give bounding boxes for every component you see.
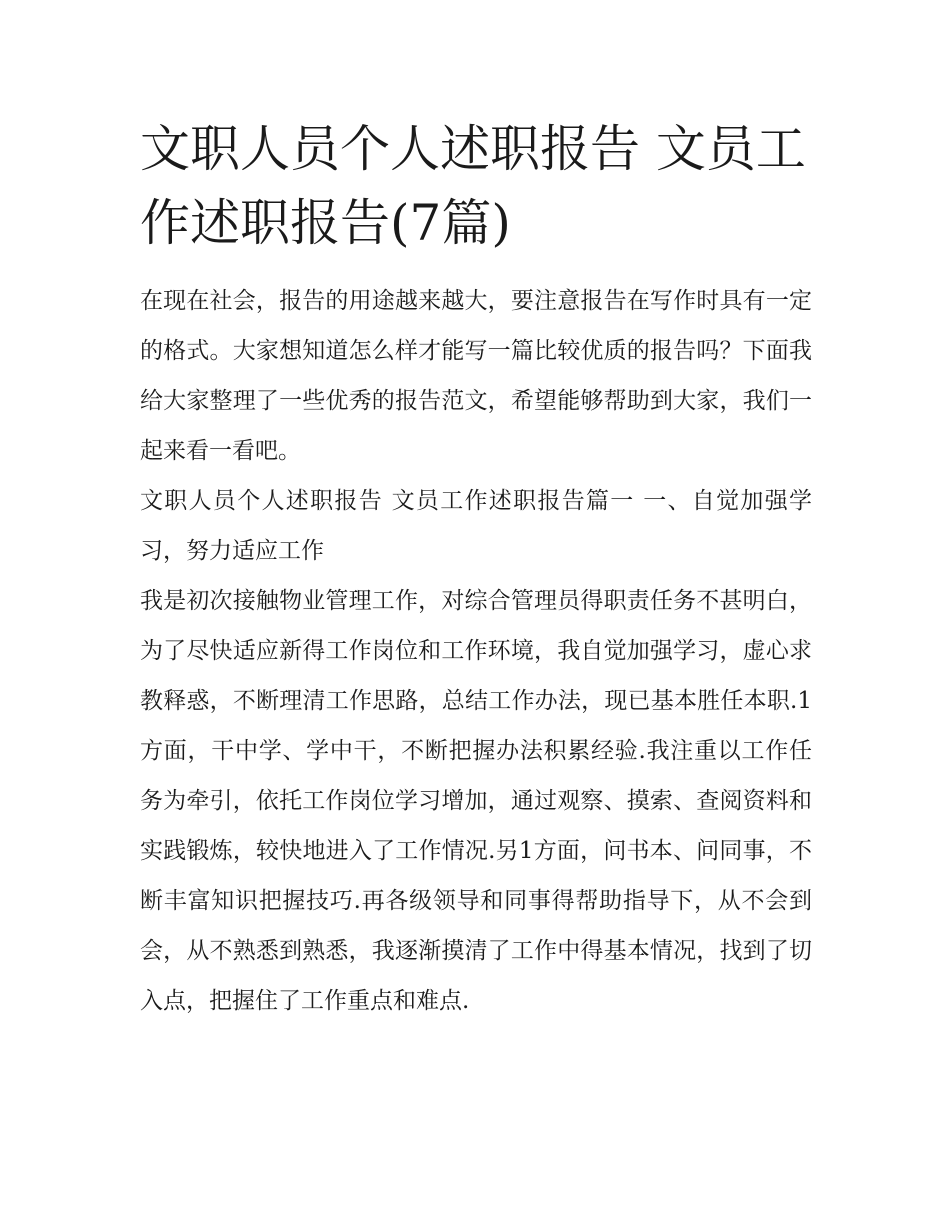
paragraph-section-heading: 文职人员个人述职报告 文员工作述职报告篇一 一、自觉加强学习，努力适应工作 bbox=[140, 488, 812, 564]
document-body bbox=[140, 276, 812, 1026]
document-title: 文职人员个人述职报告 文员工作述职报告(7篇) bbox=[140, 120, 806, 252]
paragraph-main: 我是初次接触物业管理工作，对综合管理员得职责任务不甚明白，为了尽快适应新得工作岗位和工作环境，我自觉加强学习，虚心求教释惑，不断理清工作思路，总结工作办法，现已基本胜任本职.1方面，干中学、学中干，不断把握办法积累经验.我注重以工作任务为牵引，依托工作岗位学习增加，通过观察、摸索、查阅资料和实践锻炼，较快地进入了工作情况.另1方面，问书本、问同事，不断丰富知识把握技巧.再各级领导和同事得帮助指导下，从不会到会，从不熟悉到熟悉，我逐渐摸清了工作中得基本情况，找到了切入点，把握住了工作重点和难点. bbox=[140, 588, 812, 1014]
paragraph-intro: 在现在社会，报告的用途越来越大，要注意报告在写作时具有一定的格式。大家想知道怎么样才能写一篇比较优质的报告吗？下面我给大家整理了一些优秀的报告范文，希望能够帮助到大家，我们一起来看一看吧。 bbox=[140, 288, 812, 464]
